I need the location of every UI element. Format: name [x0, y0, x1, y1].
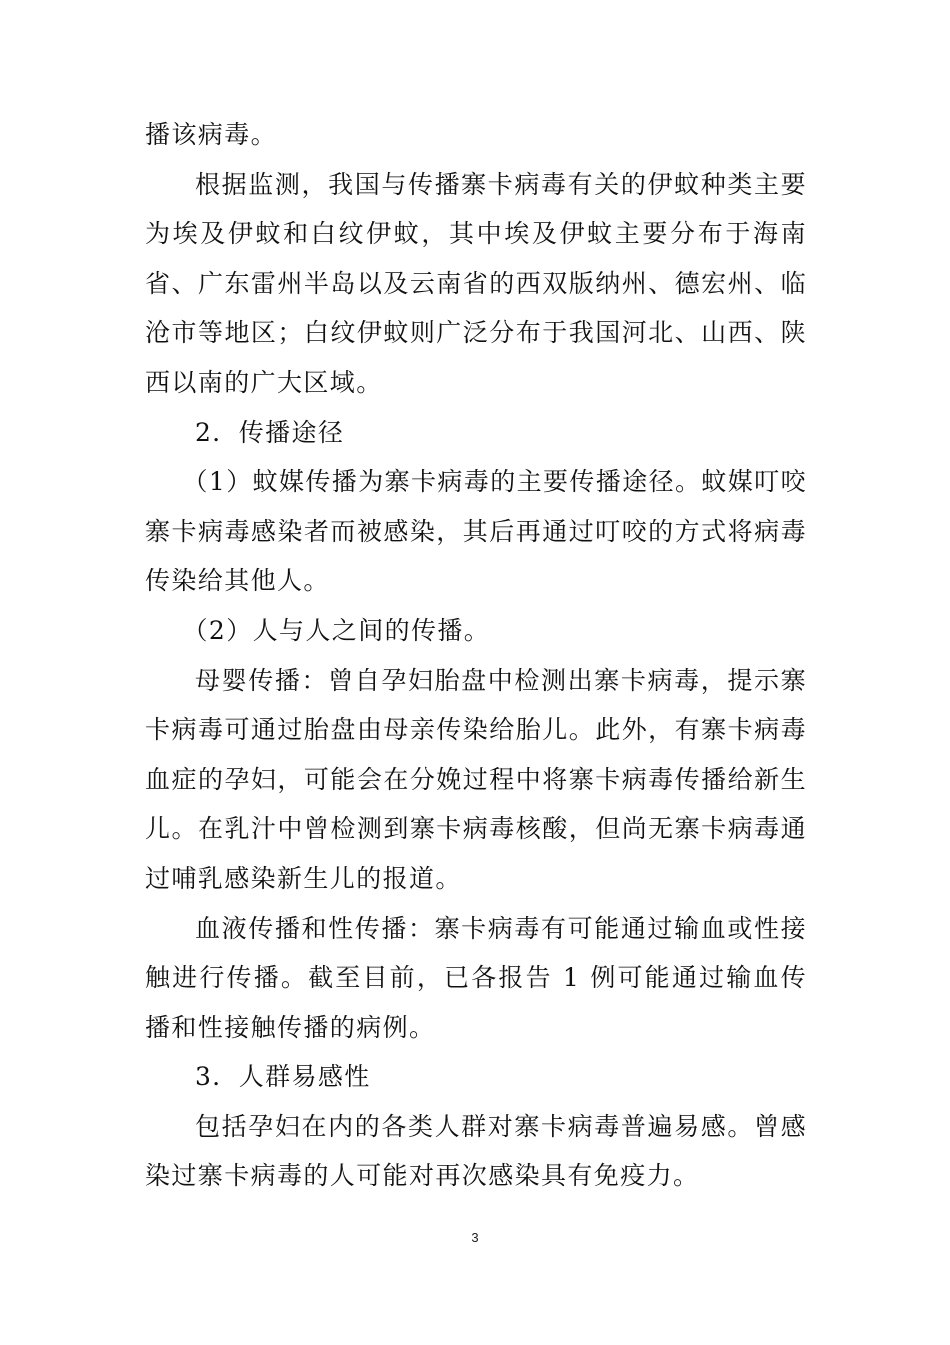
paragraph-continuation: 播该病毒。	[145, 120, 278, 149]
section-heading-susceptibility: 3．人群易感性	[195, 1062, 371, 1092]
section-heading-transmission-route: 2．传播途径	[195, 417, 345, 447]
paragraph-mosquito-transmission: （1）蚊媒传播为寨卡病毒的主要传播途径。蚊媒叮咬寨卡病毒感染者而被感染，其后再通过叮咬的方式将病毒传染给其他人。	[145, 467, 808, 596]
page-number: 3	[471, 1230, 479, 1245]
body-text	[145, 110, 807, 1201]
paragraph-blood-sexual: 血液传播和性传播：寨卡病毒有可能通过输血或性接触进行传播。截至目前，已各报告 1 例可能通过输血传播和性接触传播的病例。	[145, 913, 807, 1042]
paragraph-mosquito-species: 根据监测，我国与传播寨卡病毒有关的伊蚊种类主要为埃及伊蚊和白纹伊蚊，其中埃及伊蚊主要分布于海南省、广东雷州半岛以及云南省的西双版纳州、德宏州、临沧市等地区；白纹伊蚊则广泛分布于我国河北、山西、陕西以南的广大区域。	[145, 169, 807, 397]
paragraph-mother-infant: 母婴传播：曾自孕妇胎盘中检测出寨卡病毒，提示寨卡病毒可通过胎盘由母亲传染给胎儿。此外，有寨卡病毒血症的孕妇，可能会在分娩过程中将寨卡病毒传播给新生儿。在乳汁中曾检测到寨卡病毒核酸，但尚无寨卡病毒通过哺乳感染新生儿的报道。	[145, 665, 807, 893]
paragraph-human-transmission: （2）人与人之间的传播。	[182, 615, 491, 645]
paragraph-susceptibility: 包括孕妇在内的各类人群对寨卡病毒普遍易感。曾感染过寨卡病毒的人可能对再次感染具有免疫力。	[145, 1111, 807, 1191]
